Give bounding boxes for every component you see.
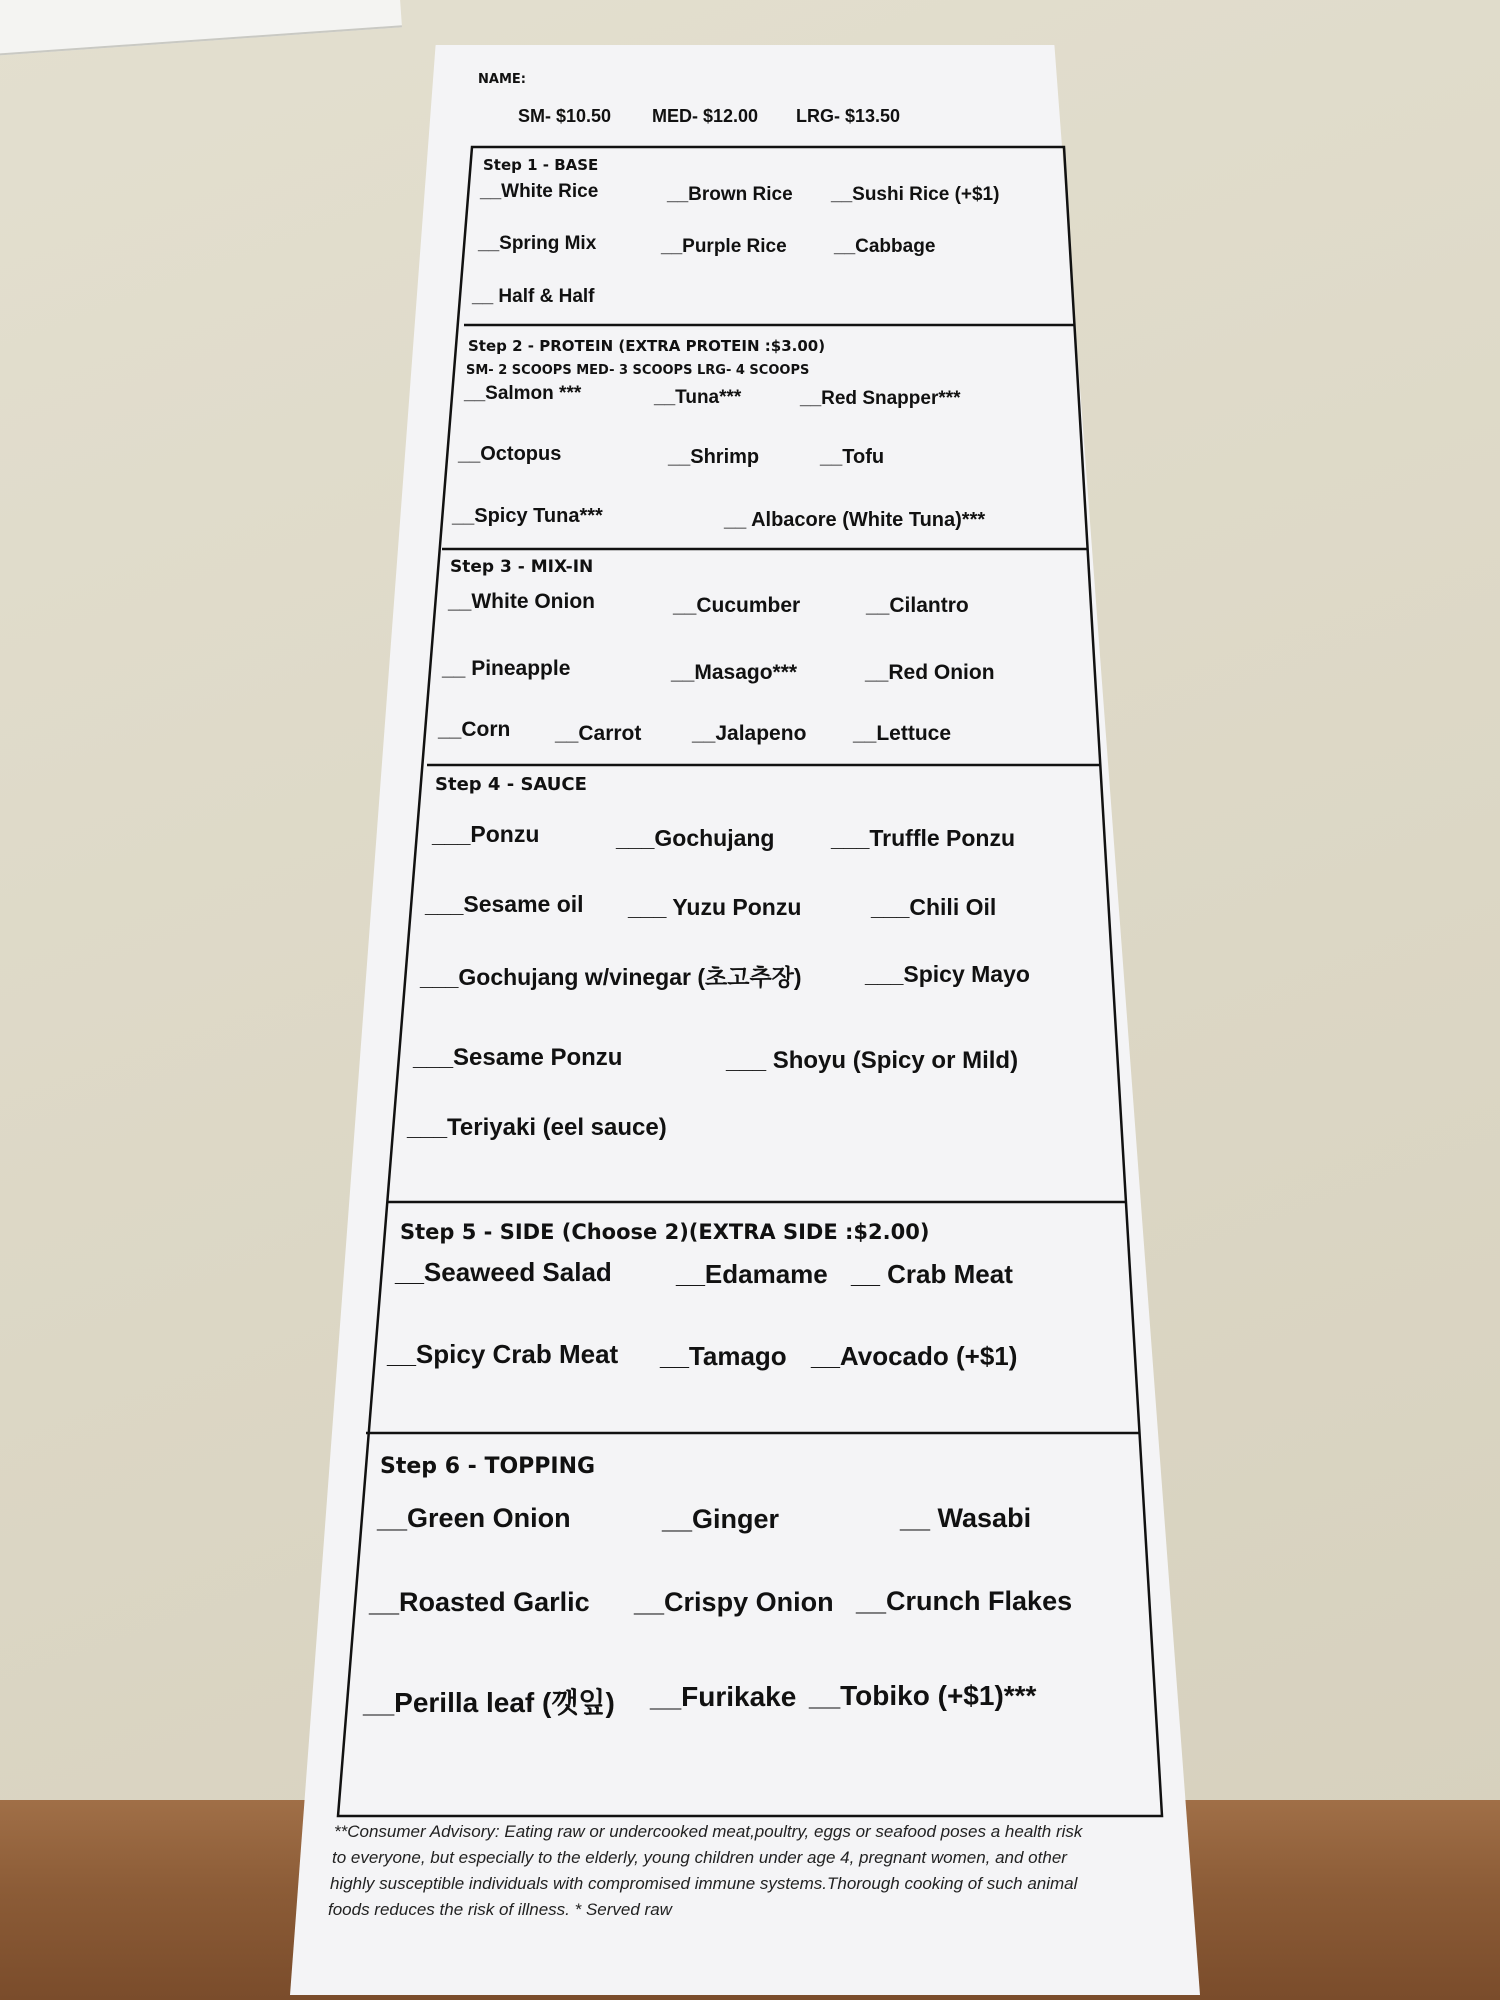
- option-masago[interactable]: __Masago***: [671, 661, 798, 684]
- option-albacore[interactable]: __ Albacore (White Tuna)***: [724, 509, 986, 531]
- option-furikake[interactable]: __Furikake: [650, 1681, 797, 1712]
- advisory-line-4: foods reduces the risk of illness. * Served raw: [328, 1900, 672, 1919]
- option-spicy-crab-meat[interactable]: __Spicy Crab Meat: [387, 1339, 619, 1369]
- option-octopus[interactable]: __Octopus: [458, 443, 562, 465]
- option-teriyaki[interactable]: ___Teriyaki (eel sauce): [407, 1114, 667, 1141]
- step2-title: Step 2 - PROTEIN (EXTRA PROTEIN :$3.00): [468, 337, 826, 355]
- option-white-rice[interactable]: __White Rice: [480, 181, 599, 202]
- option-gochujang-vinegar[interactable]: ___Gochujang w/vinegar (초고추장): [420, 964, 802, 990]
- option-perilla-leaf[interactable]: __Perilla leaf (깻잎): [363, 1687, 615, 1718]
- option-pineapple[interactable]: __ Pineapple: [442, 657, 571, 680]
- option-lettuce[interactable]: __Lettuce: [853, 722, 952, 745]
- option-avocado[interactable]: __Avocado (+$1): [811, 1341, 1018, 1371]
- price-large: LRG- $13.50: [796, 106, 901, 126]
- option-red-onion[interactable]: __Red Onion: [865, 661, 995, 684]
- option-green-onion[interactable]: __Green Onion: [377, 1503, 571, 1533]
- price-medium: MED- $12.00: [652, 106, 759, 126]
- name-label: NAME:: [478, 72, 526, 87]
- option-cilantro[interactable]: __Cilantro: [866, 594, 969, 617]
- option-red-snapper[interactable]: __Red Snapper***: [800, 388, 961, 409]
- option-jalapeno[interactable]: __Jalapeno: [692, 722, 807, 745]
- option-half-and-half[interactable]: __ Half & Half: [472, 286, 595, 307]
- option-spring-mix[interactable]: __Spring Mix: [478, 233, 597, 254]
- option-white-onion[interactable]: __White Onion: [448, 590, 596, 613]
- option-ponzu[interactable]: ___Ponzu: [432, 821, 540, 847]
- option-tamago[interactable]: __Tamago: [660, 1341, 787, 1371]
- option-cucumber[interactable]: __Cucumber: [673, 594, 801, 617]
- advisory-line-3: highly susceptible individuals with compromised immune systems.Thorough cooking of such animal: [330, 1874, 1078, 1893]
- option-spicy-mayo[interactable]: ___Spicy Mayo: [865, 961, 1030, 987]
- option-ginger[interactable]: __Ginger: [662, 1504, 780, 1534]
- option-spicy-tuna[interactable]: __Spicy Tuna***: [452, 505, 603, 527]
- option-gochujang[interactable]: ___Gochujang: [616, 825, 775, 851]
- option-tuna[interactable]: __Tuna***: [654, 387, 742, 408]
- advisory-line-1: **Consumer Advisory: Eating raw or undercooked meat,poultry, eggs or seafood poses a health risk: [334, 1822, 1083, 1841]
- step6-title: Step 6 - TOPPING: [380, 1454, 596, 1479]
- option-roasted-garlic[interactable]: __Roasted Garlic: [369, 1587, 590, 1617]
- option-sesame-ponzu[interactable]: ___Sesame Ponzu: [413, 1044, 623, 1071]
- option-sesame-oil[interactable]: ___Sesame oil: [425, 891, 584, 917]
- option-tobiko[interactable]: __Tobiko (+$1)***: [809, 1680, 1037, 1711]
- step4-title: Step 4 - SAUCE: [435, 774, 587, 795]
- option-purple-rice[interactable]: __Purple Rice: [661, 236, 787, 257]
- option-cabbage[interactable]: __Cabbage: [834, 236, 936, 257]
- option-truffle-ponzu[interactable]: ___Truffle Ponzu: [831, 825, 1016, 851]
- step3-title: Step 3 - MIX-IN: [450, 557, 594, 577]
- option-seaweed-salad[interactable]: __Seaweed Salad: [395, 1257, 612, 1287]
- option-crab-meat[interactable]: __ Crab Meat: [851, 1259, 1013, 1289]
- option-crunch-flakes[interactable]: __Crunch Flakes: [856, 1586, 1073, 1616]
- option-carrot[interactable]: __Carrot: [555, 722, 642, 745]
- option-brown-rice[interactable]: __Brown Rice: [667, 184, 793, 205]
- option-salmon[interactable]: __Salmon ***: [464, 383, 582, 404]
- option-shoyu[interactable]: ___ Shoyu (Spicy or Mild): [726, 1047, 1019, 1074]
- option-yuzu-ponzu[interactable]: ___ Yuzu Ponzu: [628, 894, 802, 920]
- step2-scoops: SM- 2 SCOOPS MED- 3 SCOOPS LRG- 4 SCOOPS: [466, 363, 810, 378]
- option-chili-oil[interactable]: ___Chili Oil: [871, 894, 997, 920]
- option-shrimp[interactable]: __Shrimp: [668, 446, 760, 468]
- option-wasabi[interactable]: __ Wasabi: [900, 1503, 1032, 1533]
- price-small: SM- $10.50: [518, 106, 612, 126]
- option-sushi-rice[interactable]: __Sushi Rice (+$1): [831, 184, 1000, 205]
- option-edamame[interactable]: __Edamame: [676, 1259, 828, 1289]
- option-tofu[interactable]: __Tofu: [820, 446, 885, 468]
- step5-title: Step 5 - SIDE (Choose 2)(EXTRA SIDE :$2.00): [400, 1220, 930, 1244]
- step1-title: Step 1 - BASE: [483, 156, 599, 174]
- option-crispy-onion[interactable]: __Crispy Onion: [634, 1587, 834, 1617]
- option-corn[interactable]: __Corn: [438, 718, 511, 741]
- advisory-line-2: to everyone, but especially to the elderly, young children under age 4, pregnant women, and other: [332, 1848, 1067, 1867]
